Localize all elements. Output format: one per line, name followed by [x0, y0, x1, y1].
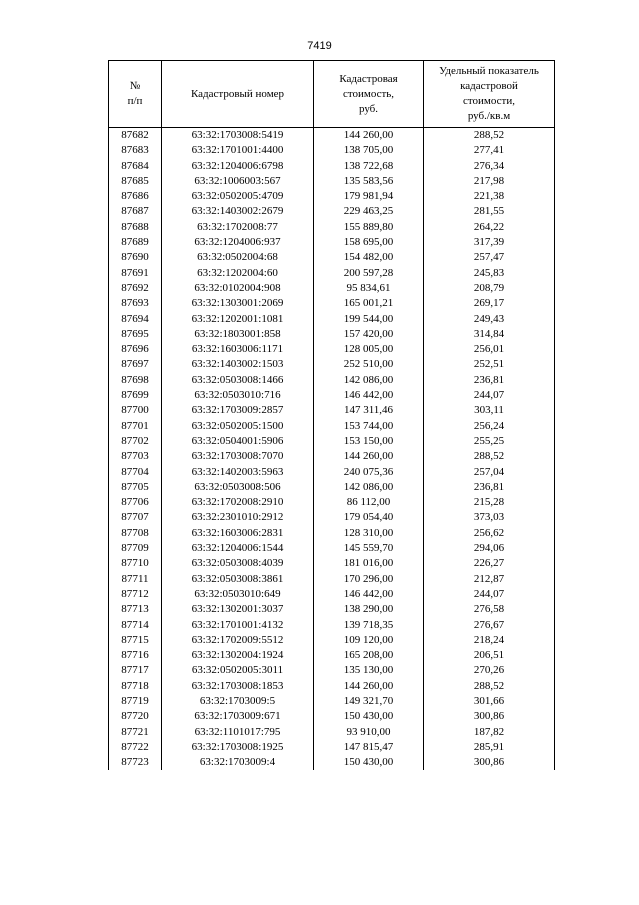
row-number: 87698 [109, 373, 162, 388]
table-row [109, 587, 555, 602]
header-line: Удельный показатель [439, 65, 539, 77]
table-row [109, 725, 555, 740]
cadastral-value: 158 695,00 [314, 235, 424, 250]
table-row [109, 556, 555, 571]
table-row [109, 709, 555, 724]
cadastral-number: 63:32:1703008:7070 [162, 449, 314, 464]
cadastral-value: 149 321,70 [314, 694, 424, 709]
row-number: 87718 [109, 679, 162, 694]
specific-value: 269,17 [424, 296, 555, 311]
cadastral-number: 63:32:0502005:3011 [162, 663, 314, 678]
table-row [109, 403, 555, 418]
cadastral-value: 95 834,61 [314, 281, 424, 296]
cadastral-number: 63:32:0503008:1466 [162, 373, 314, 388]
row-number: 87708 [109, 526, 162, 541]
specific-value: 317,39 [424, 235, 555, 250]
cadastral-value: 147 311,46 [314, 403, 424, 418]
row-number: 87717 [109, 663, 162, 678]
cadastral-value: 146 442,00 [314, 587, 424, 602]
cadastral-value: 138 290,00 [314, 602, 424, 617]
cadastral-value: 147 815,47 [314, 740, 424, 755]
cadastral-value: 150 430,00 [314, 709, 424, 724]
cadastral-value: 200 597,28 [314, 266, 424, 281]
specific-value: 255,25 [424, 434, 555, 449]
cadastral-value: 135 583,56 [314, 174, 424, 189]
cadastral-number: 63:32:1202001:1081 [162, 312, 314, 327]
cadastral-number: 63:32:1701001:4400 [162, 143, 314, 158]
header-line: Кадастровый номер [190, 87, 285, 100]
header-line: руб./кв.м [467, 110, 511, 122]
cadastral-number: 63:32:1703009:671 [162, 709, 314, 724]
cadastral-number: 63:32:0504001:5906 [162, 434, 314, 449]
specific-value: 264,22 [424, 220, 555, 235]
row-number: 87688 [109, 220, 162, 235]
cadastral-number: 63:32:0502004:68 [162, 250, 314, 265]
row-number: 87691 [109, 266, 162, 281]
specific-value: 300,86 [424, 709, 555, 724]
row-number: 87706 [109, 495, 162, 510]
cadastral-value: 138 722,68 [314, 159, 424, 174]
specific-value: 217,98 [424, 174, 555, 189]
cadastral-value: 146 442,00 [314, 388, 424, 403]
cadastral-number: 63:32:1703008:1853 [162, 679, 314, 694]
table-row [109, 419, 555, 434]
header-line: № [129, 80, 141, 92]
table-row [109, 250, 555, 265]
table-row [109, 663, 555, 678]
specific-value: 288,52 [424, 679, 555, 694]
table-row [109, 296, 555, 311]
row-number: 87705 [109, 480, 162, 495]
specific-value: 270,26 [424, 663, 555, 678]
specific-value: 256,01 [424, 342, 555, 357]
specific-value: 281,55 [424, 204, 555, 219]
cadastral-number: 63:32:1603006:1171 [162, 342, 314, 357]
row-number: 87723 [109, 755, 162, 770]
specific-value: 373,03 [424, 510, 555, 525]
table-row [109, 204, 555, 219]
table-row [109, 541, 555, 556]
cadastral-number: 63:32:0502005:4709 [162, 189, 314, 204]
cadastral-number: 63:32:1603006:2831 [162, 526, 314, 541]
table-row [109, 648, 555, 663]
cadastral-value: 240 075,36 [314, 465, 424, 480]
cadastral-value: 155 889,80 [314, 220, 424, 235]
cadastral-number: 63:32:1701001:4132 [162, 618, 314, 633]
row-number: 87720 [109, 709, 162, 724]
specific-value: 301,66 [424, 694, 555, 709]
cadastral-number: 63:32:1303001:2069 [162, 296, 314, 311]
cadastral-value: 128 310,00 [314, 526, 424, 541]
cadastral-value: 135 130,00 [314, 663, 424, 678]
header-specific-value [424, 61, 555, 128]
cadastral-value: 181 016,00 [314, 556, 424, 571]
specific-value: 257,47 [424, 250, 555, 265]
specific-value: 206,51 [424, 648, 555, 663]
cadastral-number: 63:32:0102004:908 [162, 281, 314, 296]
row-number: 87699 [109, 388, 162, 403]
specific-value: 288,52 [424, 128, 555, 144]
specific-value: 277,41 [424, 143, 555, 158]
header-line: руб. [358, 102, 379, 115]
row-number: 87722 [109, 740, 162, 755]
table-row [109, 740, 555, 755]
table-row [109, 281, 555, 296]
header-line: кадастровой [460, 80, 518, 92]
specific-value: 285,91 [424, 740, 555, 755]
cadastral-value: 179 054,40 [314, 510, 424, 525]
table-row [109, 189, 555, 204]
row-number: 87683 [109, 143, 162, 158]
cadastral-value: 229 463,25 [314, 204, 424, 219]
specific-value: 276,34 [424, 159, 555, 174]
specific-value: 244,07 [424, 388, 555, 403]
specific-value: 221,38 [424, 189, 555, 204]
table-row [109, 694, 555, 709]
row-number: 87689 [109, 235, 162, 250]
cadastral-number: 63:32:0502005:1500 [162, 419, 314, 434]
cadastral-value: 128 005,00 [314, 342, 424, 357]
header-line: Кадастровая [339, 72, 398, 85]
cadastral-number: 63:32:1703009:5 [162, 694, 314, 709]
cadastral-number: 63:32:1703009:2857 [162, 403, 314, 418]
specific-value: 314,84 [424, 327, 555, 342]
specific-value: 218,24 [424, 633, 555, 648]
cadastral-table [108, 60, 555, 770]
specific-value: 244,07 [424, 587, 555, 602]
cadastral-value: 144 260,00 [314, 128, 424, 144]
table-row [109, 572, 555, 587]
row-number: 87710 [109, 556, 162, 571]
cadastral-value: 154 482,00 [314, 250, 424, 265]
cadastral-number: 63:32:1703008:5419 [162, 128, 314, 144]
table-row [109, 434, 555, 449]
header-line: п/п [127, 95, 143, 107]
table-row [109, 526, 555, 541]
cadastral-value: 165 208,00 [314, 648, 424, 663]
specific-value: 288,52 [424, 449, 555, 464]
table-row [109, 633, 555, 648]
specific-value: 257,04 [424, 465, 555, 480]
row-number: 87694 [109, 312, 162, 327]
cadastral-value: 179 981,94 [314, 189, 424, 204]
header-line: стоимости, [463, 95, 515, 107]
table-row [109, 388, 555, 403]
row-number: 87695 [109, 327, 162, 342]
table-row [109, 266, 555, 281]
table-row [109, 342, 555, 357]
table-row [109, 480, 555, 495]
specific-value: 212,87 [424, 572, 555, 587]
cadastral-value: 157 420,00 [314, 327, 424, 342]
cadastral-number: 63:32:1302004:1924 [162, 648, 314, 663]
table-row [109, 495, 555, 510]
specific-value: 300,86 [424, 755, 555, 770]
specific-value: 256,24 [424, 419, 555, 434]
cadastral-number: 63:32:1204006:6798 [162, 159, 314, 174]
table-row [109, 128, 555, 144]
table-row [109, 602, 555, 617]
row-number: 87682 [109, 128, 162, 144]
cadastral-number: 63:32:1703008:1925 [162, 740, 314, 755]
cadastral-number: 63:32:0503008:4039 [162, 556, 314, 571]
cadastral-value: 153 744,00 [314, 419, 424, 434]
cadastral-number: 63:32:1204006:937 [162, 235, 314, 250]
row-number: 87690 [109, 250, 162, 265]
row-number: 87711 [109, 572, 162, 587]
row-number: 87703 [109, 449, 162, 464]
table-row [109, 327, 555, 342]
specific-value: 252,51 [424, 357, 555, 372]
cadastral-number: 63:32:1403002:2679 [162, 204, 314, 219]
table-row [109, 465, 555, 480]
row-number: 87701 [109, 419, 162, 434]
row-number: 87684 [109, 159, 162, 174]
row-number: 87713 [109, 602, 162, 617]
row-number: 87715 [109, 633, 162, 648]
table-row [109, 159, 555, 174]
cadastral-value: 142 086,00 [314, 373, 424, 388]
cadastral-number: 63:32:1202004:60 [162, 266, 314, 281]
table-row [109, 312, 555, 327]
specific-value: 294,06 [424, 541, 555, 556]
specific-value: 276,58 [424, 602, 555, 617]
row-number: 87721 [109, 725, 162, 740]
cadastral-number: 63:32:1302001:3037 [162, 602, 314, 617]
cadastral-number: 63:32:1702008:2910 [162, 495, 314, 510]
cadastral-value: 170 296,00 [314, 572, 424, 587]
header-number [109, 61, 162, 128]
header-line: стоимость, [342, 87, 395, 100]
specific-value: 187,82 [424, 725, 555, 740]
row-number: 87693 [109, 296, 162, 311]
cadastral-value: 153 150,00 [314, 434, 424, 449]
row-number: 87704 [109, 465, 162, 480]
row-number: 87702 [109, 434, 162, 449]
cadastral-value: 144 260,00 [314, 449, 424, 464]
table-row [109, 357, 555, 372]
cadastral-number: 63:32:0503008:506 [162, 480, 314, 495]
cadastral-number: 63:32:1702009:5512 [162, 633, 314, 648]
cadastral-value: 145 559,70 [314, 541, 424, 556]
specific-value: 303,11 [424, 403, 555, 418]
specific-value: 215,28 [424, 495, 555, 510]
cadastral-number: 63:32:0503008:3861 [162, 572, 314, 587]
cadastral-value: 139 718,35 [314, 618, 424, 633]
cadastral-value: 144 260,00 [314, 679, 424, 694]
specific-value: 249,43 [424, 312, 555, 327]
cadastral-value: 199 544,00 [314, 312, 424, 327]
table-row [109, 755, 555, 770]
cadastral-number: 63:32:1703009:4 [162, 755, 314, 770]
cadastral-value: 165 001,21 [314, 296, 424, 311]
table-row [109, 510, 555, 525]
row-number: 87697 [109, 357, 162, 372]
row-number: 87716 [109, 648, 162, 663]
header-cadastral-value [314, 61, 424, 128]
table-row [109, 235, 555, 250]
cadastral-number: 63:32:1403002:1503 [162, 357, 314, 372]
cadastral-value: 252 510,00 [314, 357, 424, 372]
cadastral-number: 63:32:1402003:5963 [162, 465, 314, 480]
specific-value: 208,79 [424, 281, 555, 296]
row-number: 87685 [109, 174, 162, 189]
cadastral-value: 86 112,00 [314, 495, 424, 510]
page-number: 7419 [307, 40, 332, 52]
table-row [109, 679, 555, 694]
cadastral-number: 63:32:1803001:858 [162, 327, 314, 342]
cadastral-number: 63:32:1006003:567 [162, 174, 314, 189]
table-row [109, 174, 555, 189]
table-row [109, 618, 555, 633]
row-number: 87709 [109, 541, 162, 556]
row-number: 87719 [109, 694, 162, 709]
cadastral-value: 138 705,00 [314, 143, 424, 158]
row-number: 87712 [109, 587, 162, 602]
cadastral-value: 150 430,00 [314, 755, 424, 770]
row-number: 87687 [109, 204, 162, 219]
table-body [109, 128, 555, 771]
table-row [109, 449, 555, 464]
row-number: 87696 [109, 342, 162, 357]
cadastral-value: 142 086,00 [314, 480, 424, 495]
row-number: 87686 [109, 189, 162, 204]
cadastral-number: 63:32:1204006:1544 [162, 541, 314, 556]
specific-value: 236,81 [424, 373, 555, 388]
cadastral-number: 63:32:0503010:649 [162, 587, 314, 602]
cadastral-value: 109 120,00 [314, 633, 424, 648]
table-row [109, 143, 555, 158]
row-number: 87714 [109, 618, 162, 633]
cadastral-number: 63:32:1101017:795 [162, 725, 314, 740]
cadastral-number: 63:32:0503010:716 [162, 388, 314, 403]
header-cadastral-number [162, 61, 314, 128]
row-number: 87707 [109, 510, 162, 525]
table-row [109, 220, 555, 235]
cadastral-number: 63:32:2301010:2912 [162, 510, 314, 525]
specific-value: 226,27 [424, 556, 555, 571]
specific-value: 276,67 [424, 618, 555, 633]
specific-value: 236,81 [424, 480, 555, 495]
specific-value: 245,83 [424, 266, 555, 281]
specific-value: 256,62 [424, 526, 555, 541]
cadastral-value: 93 910,00 [314, 725, 424, 740]
row-number: 87692 [109, 281, 162, 296]
cadastral-number: 63:32:1702008:77 [162, 220, 314, 235]
row-number: 87700 [109, 403, 162, 418]
table-row [109, 373, 555, 388]
table-header [109, 61, 555, 128]
